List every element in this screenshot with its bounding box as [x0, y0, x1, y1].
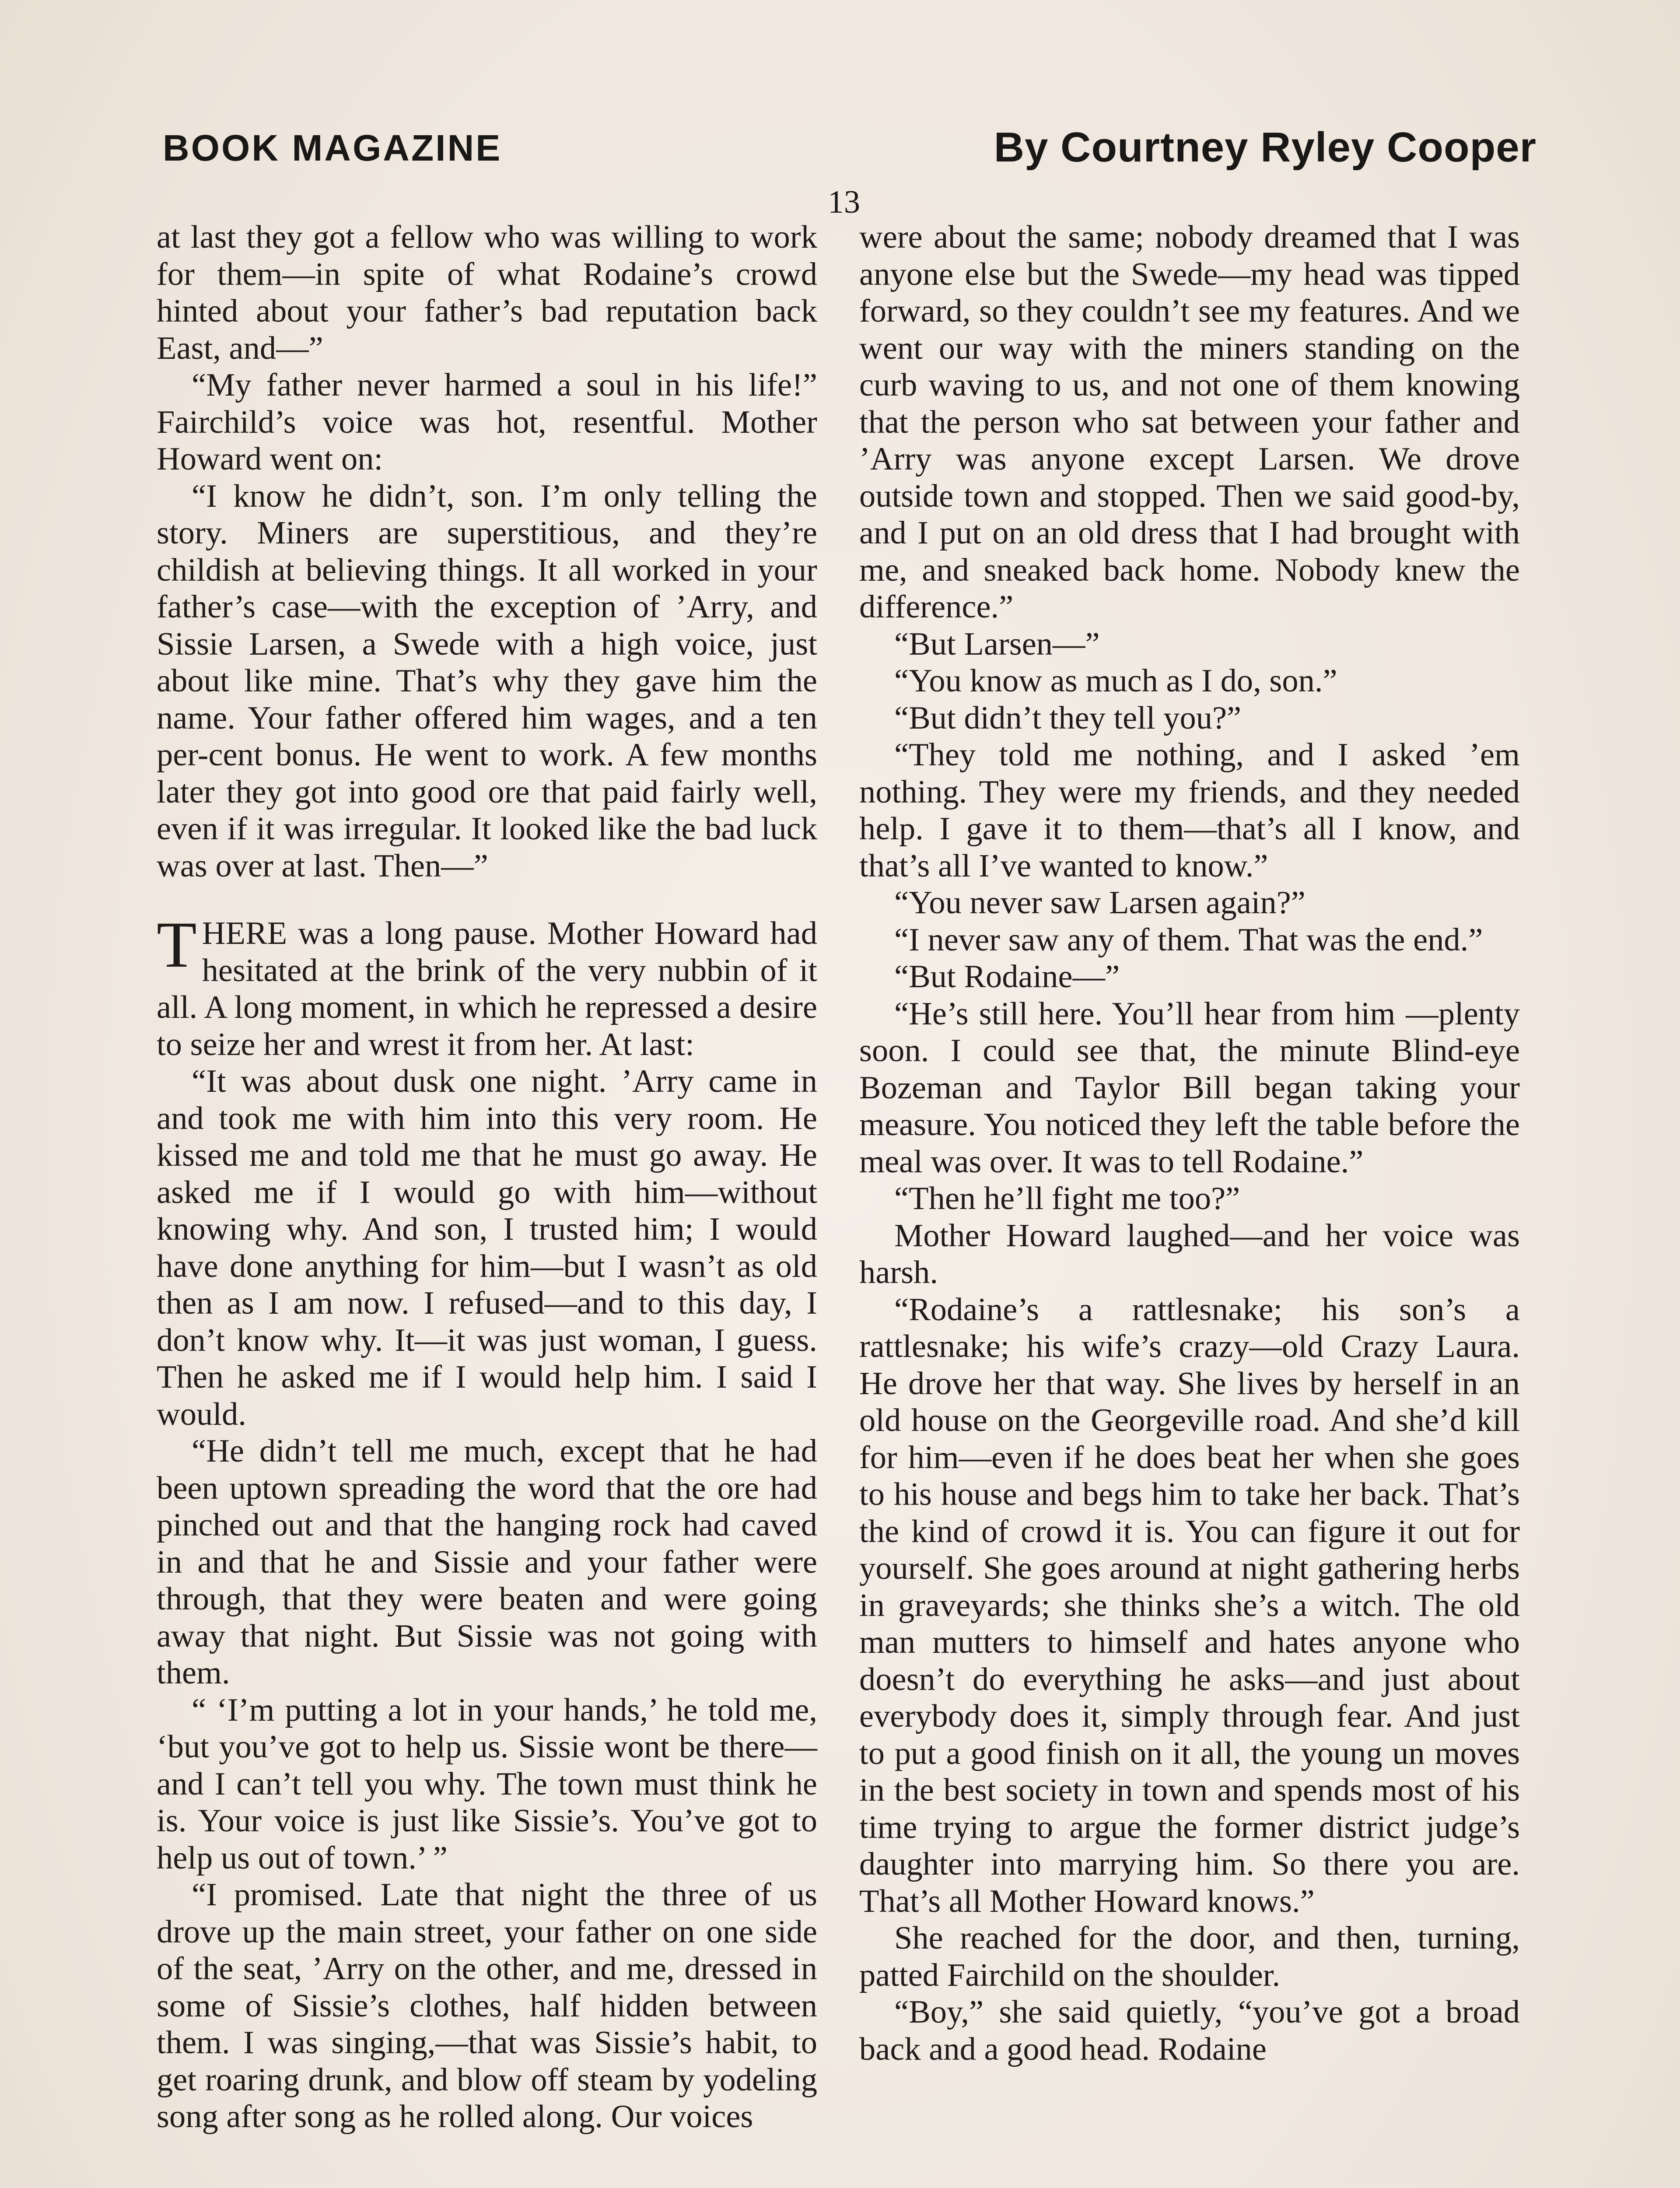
- author-byline: By Courtney Ryley Cooper: [994, 124, 1536, 171]
- paragraph: “He’s still here. You’ll hear from him —plenty soon. I could see that, the minute Blind-eye Bozeman and Taylor Bill began taking your measure. You noticed they left the table before the meal was over. It was to tell Rodaine.”: [859, 996, 1520, 1180]
- paragraph: “Rodaine’s a rattlesnake; his son’s a rattlesnake; his wife’s crazy—old Crazy Laura. He drove her that way. She lives by herself in an old house on the Georgeville road. And she’d kill for him—even if he does beat her when she goes to his house and begs him to take her back. That’s the kind of crowd it is. You can figure it out for yourself. She goes around at night gathering herbs in graveyards; she thinks she’s a witch. The old man mutters to himself and hates anyone who doesn’t do everything he asks—and just about everybody does it, simply through fear. And just to put a good finish on it all, the young un moves in the best society in town and spends most of his time trying to argue the former district judge’s daughter into marrying him. So there you are. That’s all Mother Howard knows.”: [859, 1291, 1520, 1919]
- paragraph: “I promised. Late that night the three of us drove up the main street, your father on one side of the seat, ’Arry on the other, and me, dressed in some of Sissie’s clothes, half hidden between them. I was singing,—that was Sissie’s habit, to get roaring drunk, and blow off steam by yodeling song after song as he rolled along. Our voices: [157, 1877, 817, 2135]
- left-column: [157, 219, 817, 2135]
- paragraph: “ ‘I’m putting a lot in your hands,’ he told me, ‘but you’ve got to help us. Sissie wont be there—and I can’t tell you why. The town must think he is. Your voice is just like Sissie’s. You’ve got to help us out of town.’ ”: [157, 1692, 817, 1876]
- paragraph: “You know as much as I do, son.”: [894, 663, 1337, 699]
- paragraph: “You never saw Larsen again?”: [894, 885, 1306, 921]
- paragraph: She reached for the door, and then, turning, patted Fairchild on the shoulder.: [859, 1920, 1520, 1993]
- page-number: 13: [828, 184, 860, 220]
- paragraph: “He didn’t tell me much, except that he had been uptown spreading the word that the ore had pinched out and that the hanging rock had caved in and that he and Sissie and your father were through, that they were beaten and were going away that night. But Sissie was not going with them.: [157, 1433, 817, 1691]
- right-column: [859, 219, 1520, 2068]
- paragraph: “My father never harmed a soul in his life!” Fairchild’s voice was hot, resentful. Mother Howard went on:: [157, 367, 817, 477]
- section-opening-paragraph: [157, 908, 817, 1063]
- paragraph: “Boy,” she said quietly, “you’ve got a broad back and a good head. Rodaine: [859, 1994, 1520, 2067]
- paragraph: “They told me nothing, and I asked ’em nothing. They were my friends, and they needed help. I gave it to them—that’s all I know, and that’s all I’ve wanted to know.”: [859, 737, 1520, 884]
- paragraph: “But didn’t they tell you?”: [894, 700, 1242, 736]
- paragraph: “But Larsen—”: [894, 626, 1100, 662]
- paragraph: “But Rodaine—”: [894, 959, 1120, 995]
- magazine-title: BOOK MAGAZINE: [163, 127, 502, 168]
- paragraph: “I know he didn’t, son. I’m only telling the story. Miners are superstitious, and they’re childish at believing things. It all worked in your father’s case—with the exception of ’Arry, and Sissie Larsen, a Swede with a high voice, just about like mine. That’s why they gave him the name. Your father offered him wages, and a ten per-cent bonus. He went to work. A few months later they got into good ore that paid fairly well, even if it was irregular. It looked like the bad luck was over at last. Then—”: [157, 478, 817, 884]
- paragraph: were about the same; nobody dreamed that I was anyone else but the Swede—my head was tipped forward, so they couldn’t see my features. And we went our way with the miners standing on the curb waving to us, and not one of them knowing that the person who sat between your father and ’Arry was anyone except Larsen. We drove outside town and stopped. Then we said good-by, and I put on an old dress that I had brought with me, and sneaked back home. Nobody knew the difference.”: [859, 219, 1520, 625]
- drop-cap: T: [157, 908, 197, 981]
- paragraph: at last they got a fellow who was willing to work for them—in spite of what Rodaine’s crowd hinted about your father’s bad reputation back East, and—”: [157, 219, 817, 366]
- paragraph: Mother Howard laughed—and her voice was harsh.: [859, 1217, 1520, 1290]
- paragraph: “It was about dusk one night. ’Arry came in and took me with him into this very room. He kissed me and told me that he must go away. He asked me if I would go with him—without knowing why. And son, I trusted him; I would have done anything for him—but I wasn’t as old then as I am now. I refused—and to this day, I don’t know why. It—it was just woman, I guess. Then he asked me if I would help him. I said I would.: [157, 1063, 817, 1432]
- paragraph-text: HERE was a long pause. Mother Howard had hesitated at the brink of the very nubbin of it all. A long moment, in which he repressed a desire to seize her and wrest it from her. At last:: [157, 915, 817, 1062]
- paragraph: “I never saw any of them. That was the end.”: [894, 922, 1483, 958]
- paragraph: “Then he’ll fight me too?”: [894, 1181, 1240, 1217]
